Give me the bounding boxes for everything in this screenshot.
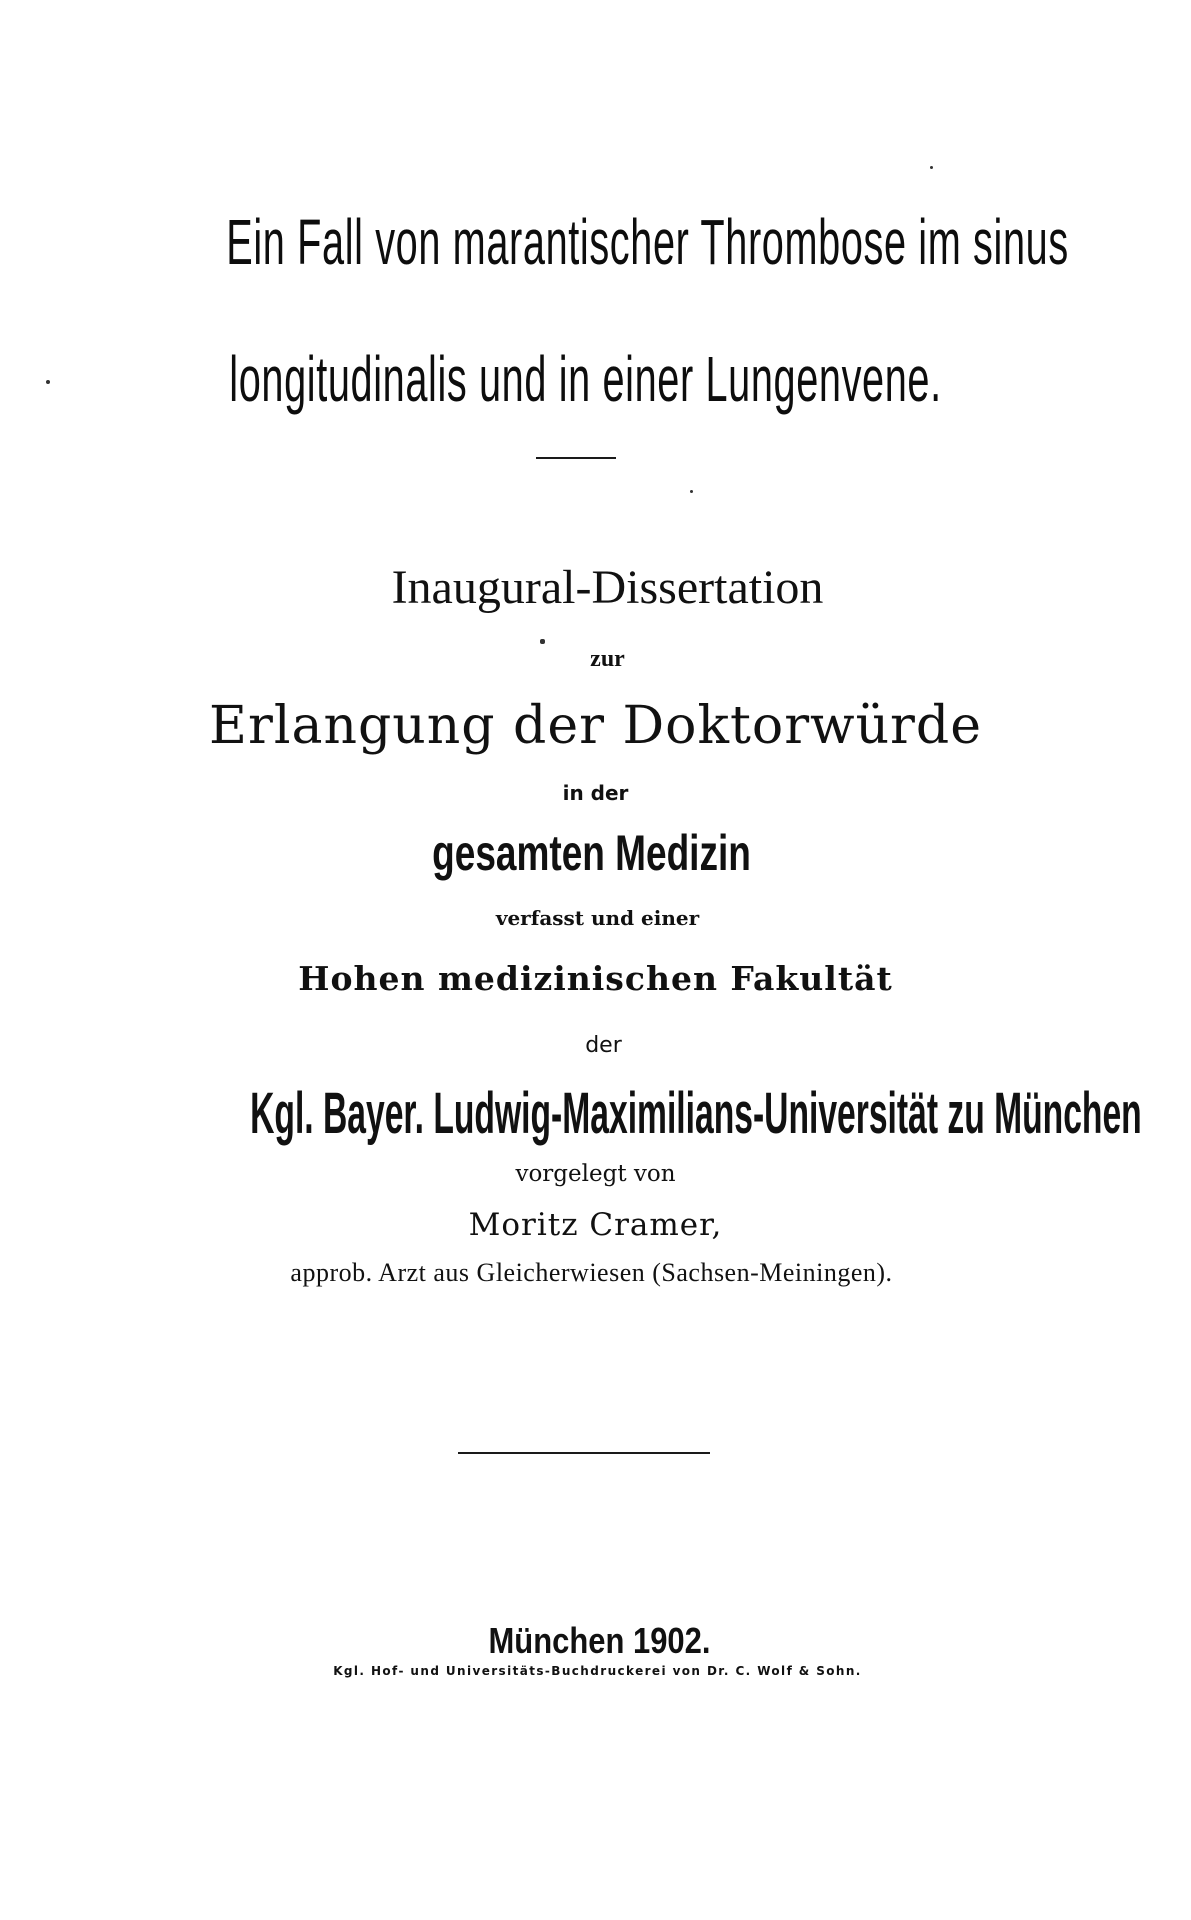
author-name: Moritz Cramer,	[468, 1207, 723, 1243]
faculty-name: Hohen medizinischen Fakultät	[298, 959, 893, 998]
scan-speck	[690, 490, 693, 493]
dissertation-type: Inaugural-Dissertation	[391, 561, 824, 614]
printer-imprint: Kgl. Hof- und Universitäts-Buchdruckerei von Dr. C. Wolf & Sohn.	[333, 1664, 862, 1678]
university-name: Kgl. Bayer. Ludwig-Maximilians-Universität zu München	[250, 1081, 1142, 1146]
degree-purpose: Erlangung der Doktorwürde	[209, 696, 982, 756]
field-of-study: gesamten Medizin	[432, 825, 751, 881]
divider-top	[536, 457, 616, 459]
scan-speck	[930, 166, 933, 169]
divider-bottom	[458, 1452, 710, 1454]
author-credentials: approb. Arzt aus Gleicherwiesen (Sachsen-Meiningen).	[290, 1258, 893, 1287]
article-der: der	[585, 1033, 622, 1058]
thesis-title-line-2: longitudinalis und in einer Lungenvene.	[229, 343, 942, 415]
thesis-title-line-1: Ein Fall von marantischer Thrombose im sinus	[226, 206, 1069, 278]
preposition-in-der: in der	[562, 781, 629, 805]
scan-speck	[540, 639, 545, 644]
submitted-to-text: verfasst und einer	[495, 906, 700, 930]
presented-by-text: vorgelegt von	[515, 1161, 676, 1187]
scan-speck	[46, 380, 50, 384]
preposition-zur: zur	[590, 646, 625, 672]
place-and-year: München 1902.	[488, 1620, 711, 1661]
